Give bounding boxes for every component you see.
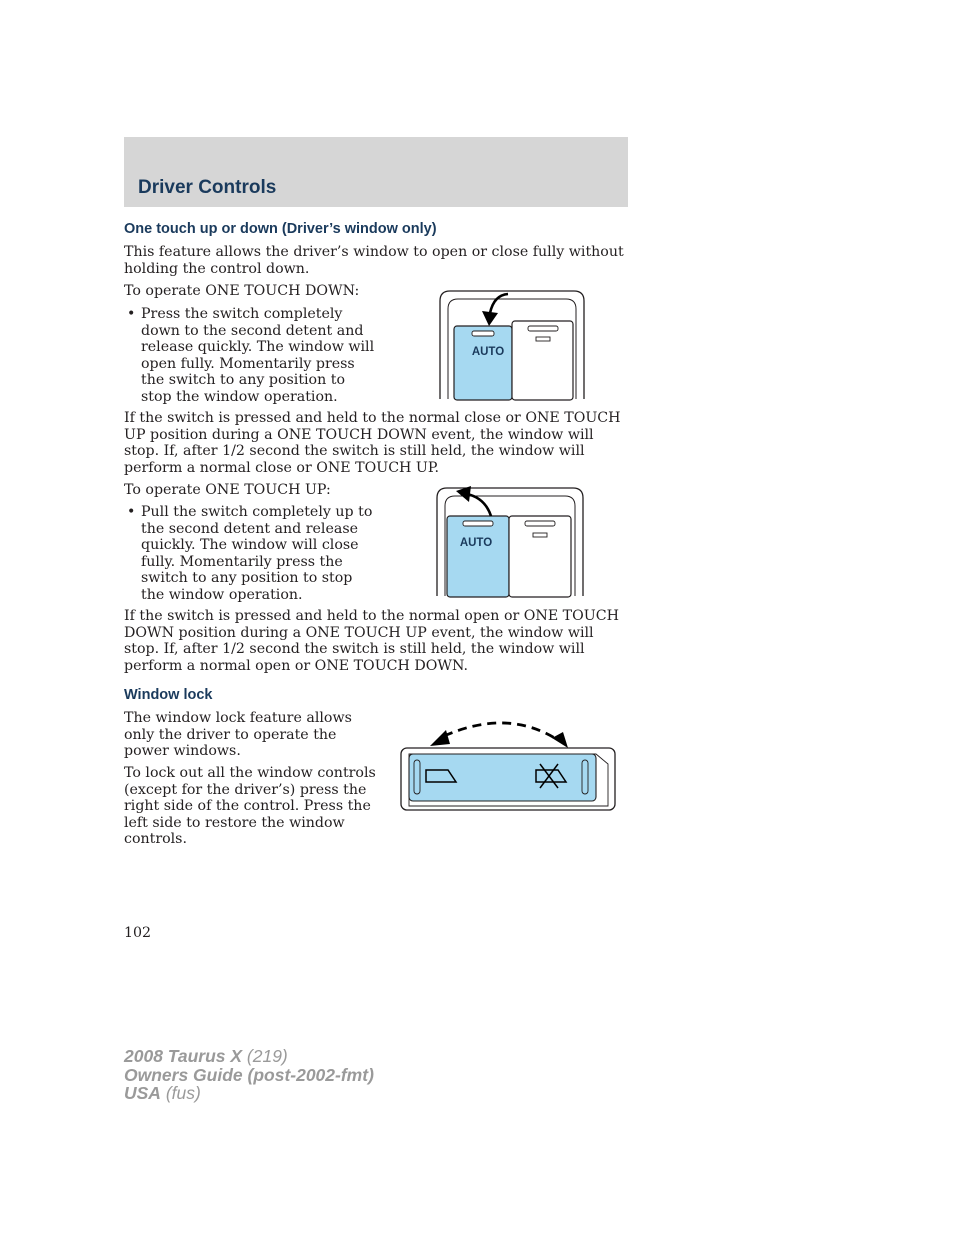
double-arrow-icon (430, 723, 568, 748)
one-touch-up-note: If the switch is pressed and held to the normal open or ONE TOUCH DOWN position during a ONE TOUCH UP event, the window will stop. If, after 1/2 second the switch is still held, the window will perform a normal open or ONE TOUCH DOWN. (124, 608, 619, 674)
bullet-glyph: • (127, 504, 136, 520)
one-touch-down-label: To operate ONE TOUCH DOWN: (124, 283, 360, 299)
auto-label: AUTO (459, 537, 493, 549)
footer-line-2 (124, 1066, 374, 1085)
footer-region: USA (124, 1083, 161, 1103)
section-header-bar (124, 137, 628, 207)
footer-model-code: (219) (246, 1046, 288, 1066)
one-touch-down-bullet (124, 306, 384, 405)
window-lock-figure (398, 718, 618, 813)
section-title: Driver Controls (138, 177, 277, 198)
arrow-up-icon (456, 486, 491, 516)
footer-line-1 (124, 1047, 374, 1066)
footer (124, 1047, 374, 1103)
page-number: 102 (124, 925, 152, 941)
window-lock-p2: To lock out all the window controls (except for the driver’s) press the right side of the control. Press the left side to restore the window controls. (124, 765, 376, 847)
one-touch-heading: One touch up or down (Driver’s window only) (124, 221, 437, 237)
one-touch-up-bullet (124, 504, 384, 603)
one-touch-up-bullet-text: Pull the switch completely up to the second detent and release quickly. The window will close fully. Momentarily press the switch to any position to stop the window operation. (141, 504, 373, 603)
bullet-glyph: • (127, 306, 136, 322)
footer-model: 2008 Taurus X (124, 1046, 243, 1066)
footer-line-3 (124, 1084, 374, 1103)
one-touch-down-figure (438, 289, 586, 401)
one-touch-down-note-text: If the switch is pressed and held to the normal close or ONE TOUCH UP position during a ONE TOUCH DOWN event, the window will stop. If, after 1/2 second the switch is still held, the window will perform a normal close or ONE TOUCH UP. (124, 410, 621, 476)
footer-guide: Owners Guide (post-2002-fmt) (124, 1064, 374, 1085)
window-lock-p1: The window lock feature allows only the driver to operate the power windows. (124, 710, 352, 759)
one-touch-intro: This feature allows the driver’s window to open or close fully without holding the control down. (124, 244, 624, 277)
auto-label: AUTO (471, 346, 505, 358)
one-touch-up-label: To operate ONE TOUCH UP: (124, 482, 331, 498)
one-touch-down-bullet-text: Press the switch completely down to the second detent and release quickly. The window will open fully. Momentarily press the switch to any position to stop the window operation. (141, 306, 375, 405)
footer-region-code: (fus) (165, 1083, 201, 1103)
one-touch-up-figure (435, 486, 585, 598)
window-lock-heading: Window lock (124, 687, 213, 703)
